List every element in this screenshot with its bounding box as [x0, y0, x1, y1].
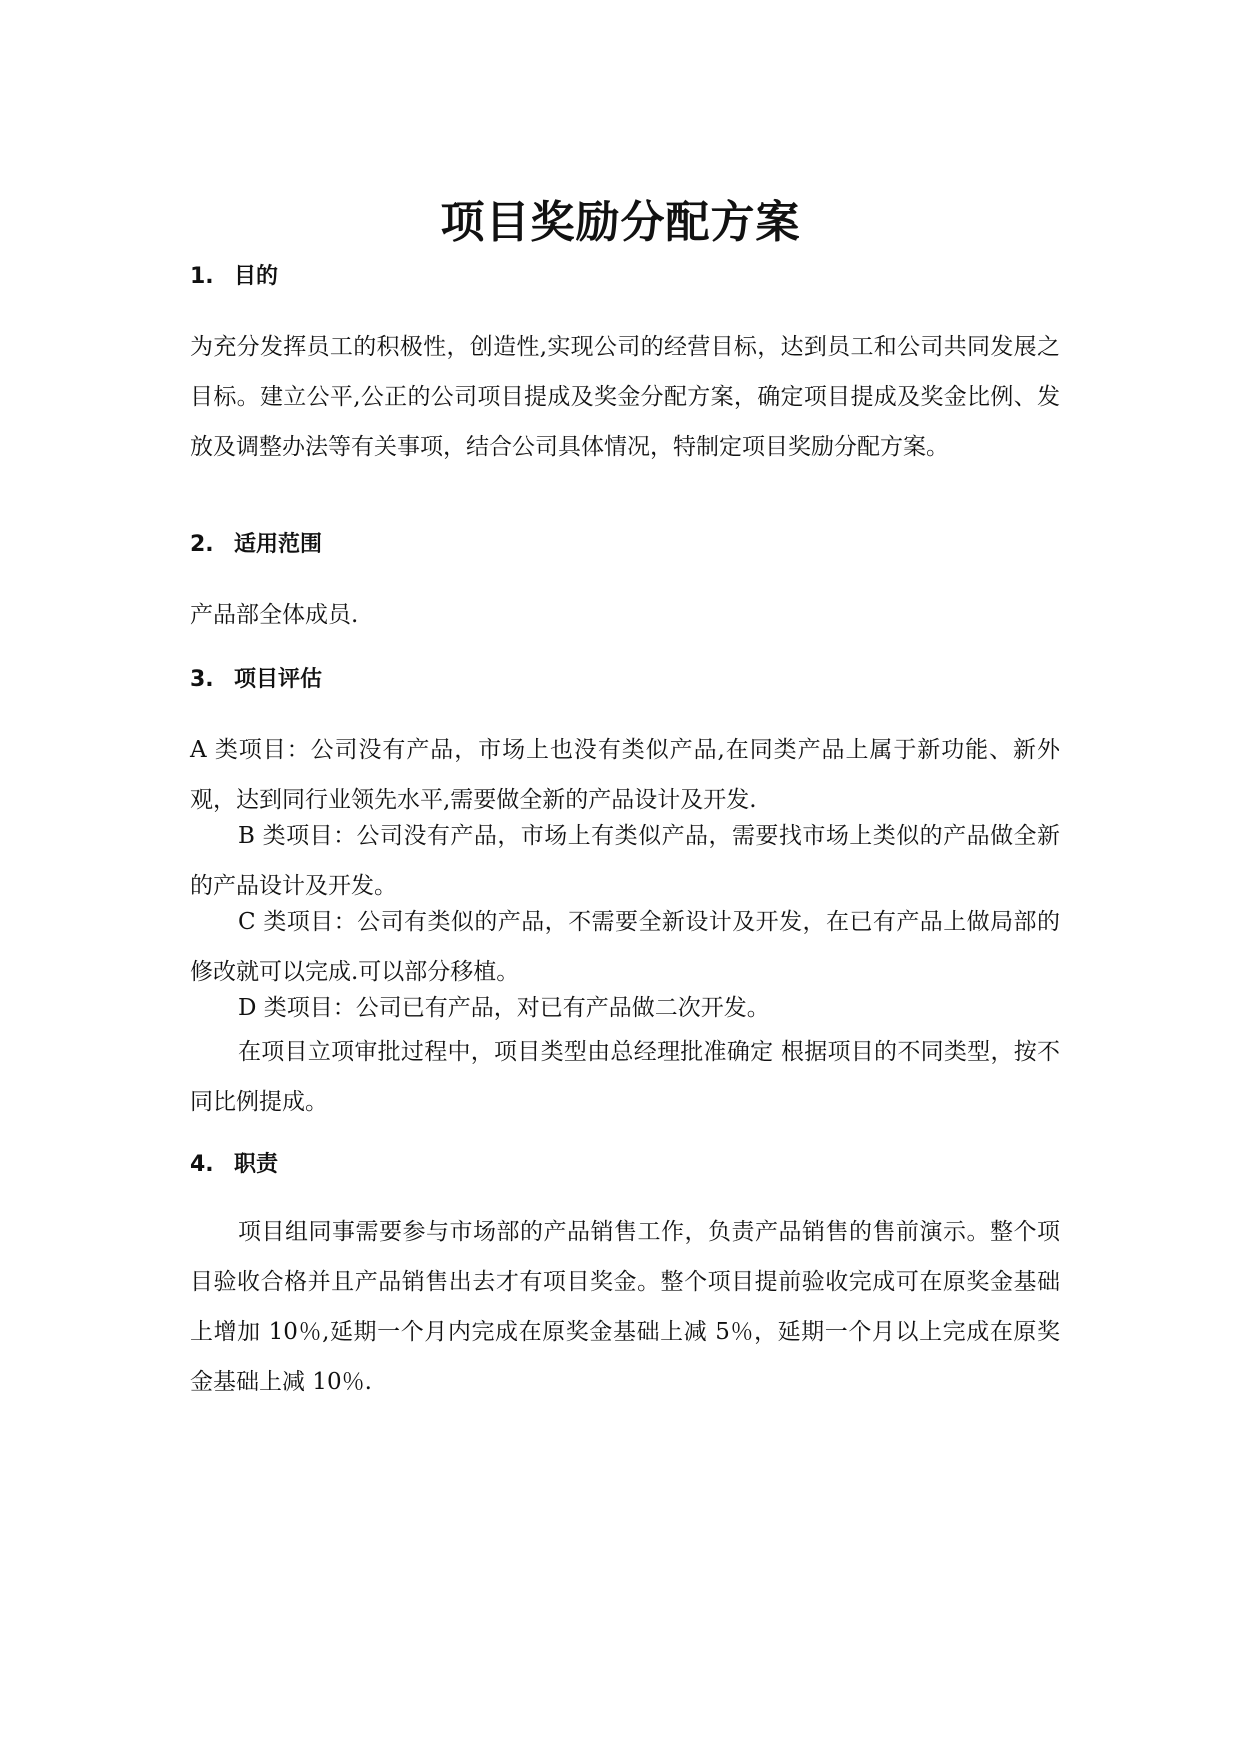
section-heading-1 — [190, 262, 278, 292]
section-title: 项目评估 — [234, 667, 323, 692]
section-heading-2 — [190, 530, 322, 560]
project-class-a: A 类项目：公司没有产品，市场上也没有类似产品,在同类产品上属于新功能、新外观，达到同行业领先水平,需要做全新的产品设计及开发. — [190, 737, 1060, 813]
section-title: 目的 — [234, 264, 279, 289]
document-title: 项目奖励分配方案 — [440, 197, 801, 248]
section-number: 4. — [190, 1152, 214, 1177]
section-1-paragraph: 为充分发挥员工的积极性，创造性,实现公司的经营目标，达到员工和公司共同发展之目标。建立公平,公正的公司项目提成及奖金分配方案，确定项目提成及奖金比例、发放及调整办法等有关事项，结合公司具体情况，特制定项目奖励分配方案。 — [190, 334, 1060, 460]
section-title: 职责 — [234, 1152, 279, 1177]
section-number: 2. — [190, 532, 214, 557]
section-heading-4 — [190, 1150, 278, 1180]
project-class-d: D 类项目：公司已有产品，对已有产品做二次开发。 — [238, 995, 770, 1021]
section-title: 适用范围 — [234, 532, 323, 557]
section-2-paragraph: 产品部全体成员. — [190, 602, 359, 628]
section-heading-3 — [190, 665, 322, 695]
section-number: 1. — [190, 264, 214, 289]
section-4-paragraph: 项目组同事需要参与市场部的产品销售工作，负责产品销售的售前演示。整个项目验收合格并且产品销售出去才有项目奖金。整个项目提前验收完成可在原奖金基础上增加 10％,延期一个月内完成在原奖金基础上减 5％，延期一个月以上完成在原奖金基础上减 10％. — [190, 1219, 1060, 1395]
project-class-b: B 类项目：公司没有产品，市场上有类似产品，需要找市场上类似的产品做全新的产品设计及开发。 — [190, 823, 1060, 899]
section-number: 3. — [190, 667, 214, 692]
project-type-approval: 在项目立项审批过程中，项目类型由总经理批准确定 根据项目的不同类型，按不同比例提成。 — [190, 1039, 1060, 1115]
project-class-c: C 类项目：公司有类似的产品，不需要全新设计及开发，在已有产品上做局部的修改就可以完成.可以部分移植。 — [190, 909, 1060, 985]
